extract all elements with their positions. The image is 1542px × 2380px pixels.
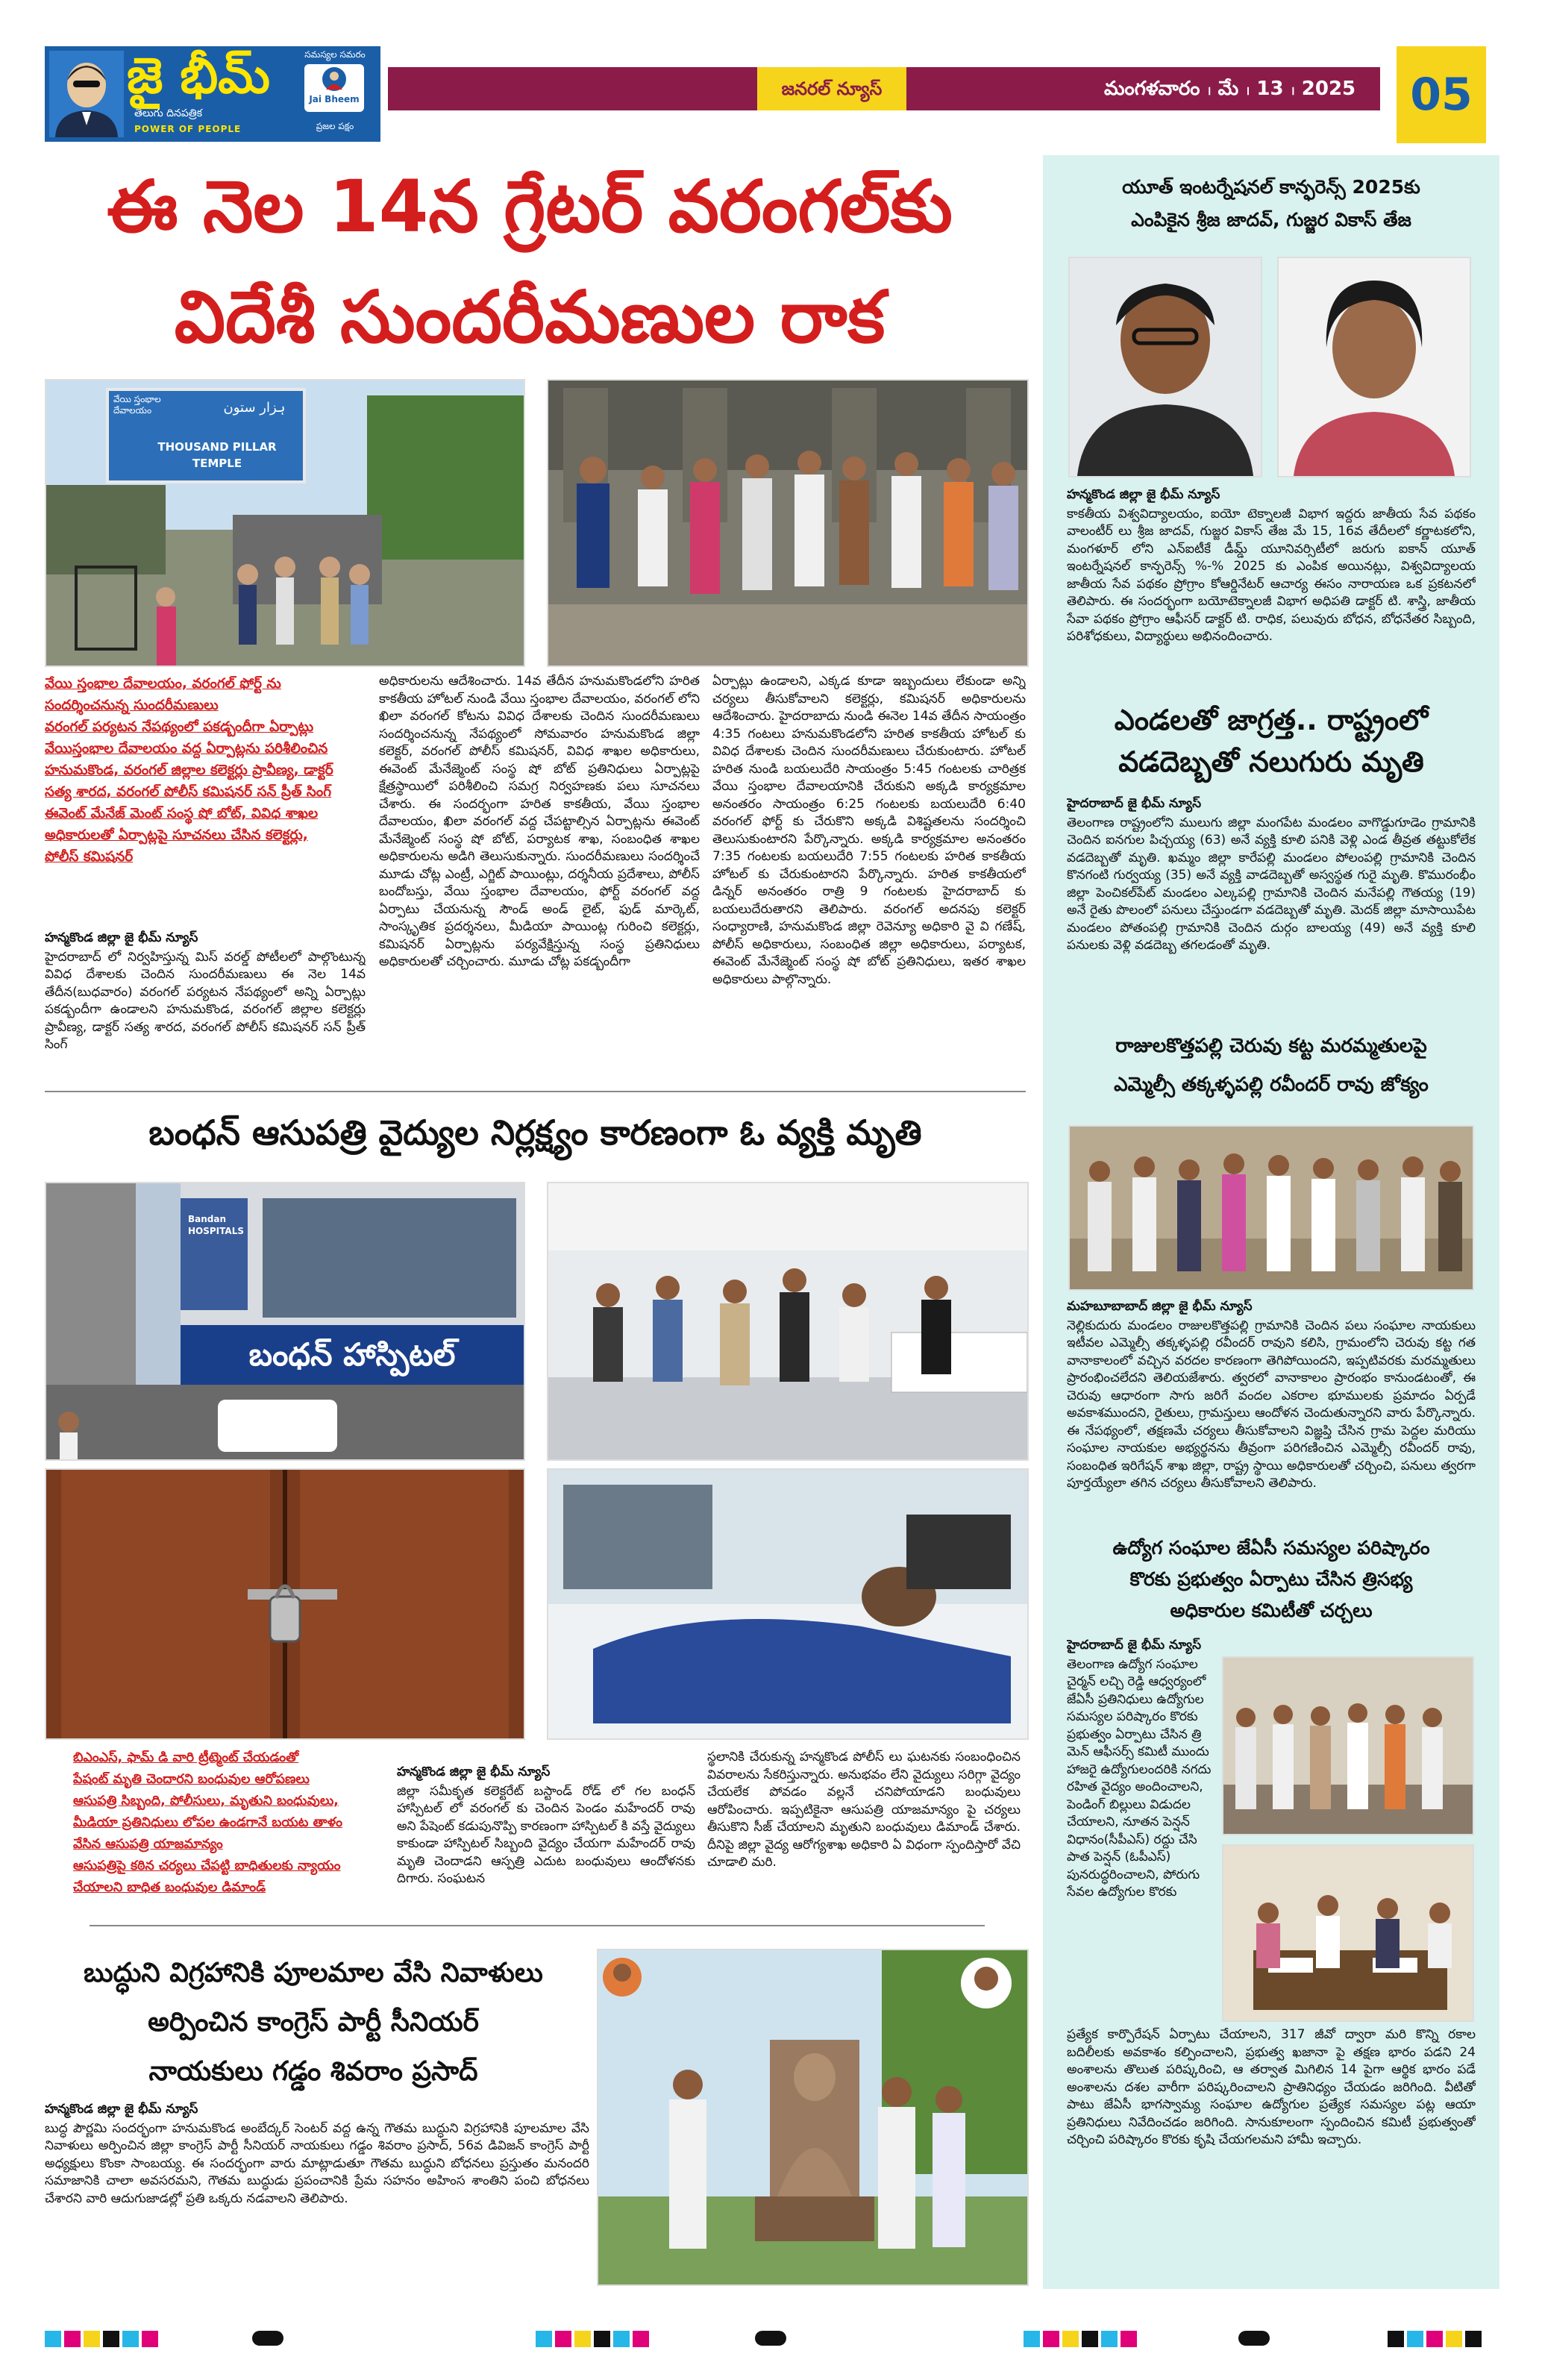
lead-highlight: హనుమకొండ, వరంగల్ జిల్లాల కలెక్టర్లు ప్రావీణ్య, డాక్టర్: [45, 762, 333, 778]
bandhan-highlight: ఆసుపత్రిపై కఠిన చర్యలు చేపట్టి బాధితులకు న్యాయం: [73, 1858, 341, 1873]
hospital-lobby-scene: [548, 1183, 1027, 1459]
heat-body: హైదరాబాద్ జై భీమ్ న్యూస్ తెలంగాణ రాష్ట్రంలోని ములుగు జిల్లా మంగపేట మండలం వాగొడ్డుగూడెం గ్రామానికి చెందిన ఐనగుల పిచ్చయ్య (63) అనే వ్యక్తి కూలి పనికి వెళ్లి ఎండ తీవ్రత తట్టుకోలేక వడదెబ్బతో మృతి. ఖమ్మం జిల్లా కారేపల్లి మండలం పోలంపల్లి గ్రామానికి చెందిన కొనగంటి గుర్వయ్య (35) అనే వ్యక్తి వాడదెబ్బతో అస్వస్థత గురై మృతి. కొమురంభీం జిల్లా పెంచికల్‌పేట్ మండలం ఎల్కపల్లి గ్రామానికి చెందిన మనేపల్లి గౌతయ్య (19) అనే రైతు పొలంలో పనులు చేస్తుండగా వడదెబ్బతో మృతి. మెదక్ జిల్లా మాసాయిపేట మండలం పోతంపల్లి గ్రామానికి చెందిన దుర్గం బాలయ్య (49) అనే వ్యక్తి కూలి పనులకు వెళ్లి వడదెబ్బ తగలడంతో మృతి.: [1067, 796, 1476, 953]
logo-tagline-bottom: POWER OF PEOPLE: [134, 124, 242, 134]
logo-right-top: సమస్యల సమరం: [304, 49, 366, 60]
buddha-headline-2: అర్పించిన కాంగ్రెస్ పార్టీ సీనియర్: [148, 2007, 479, 2038]
temple-signboard: [106, 388, 306, 483]
jac-photo-group: [1222, 1656, 1474, 1835]
page-number-box: [1397, 46, 1486, 143]
lead-photo-temple-sign: [45, 379, 525, 667]
bandhan-body-col1: హన్మకొండ జిల్లా జై భీమ్ న్యూస్ జిల్లా సమీకృత కలెక్టరేట్ బస్టాండ్ రోడ్ లో గల బంధన్ హాస్పిటల్ లో వరంగల్ కు చెందిన పెండం మహేందర్ రావు అని పేషెంట్ కడుపునొప్పి కారణంగా హాస్పిటల్ కి వస్తే వైద్యులు కాకుండా హాస్పిటల్ సిబ్బంది వైద్యం చేయగా మహేందర్ రావు మృతి చెందాడని ఆస్పత్రి ఎదుట బంధువులు ఆందోళనకు దిగారు. సంఘటన: [397, 1764, 695, 1886]
page-number: 05: [1410, 69, 1473, 121]
jai-bheem-emblem-icon: [321, 66, 348, 93]
issue-day: మంగళవారం: [1104, 78, 1200, 100]
hospital-sign: బంధన్ హాస్పిటల్: [248, 1336, 456, 1373]
pond-headline-2: ఎమ్మెల్సీ తక్కళ్ళపల్లి రవీందర్ రావు జోక్యం: [1114, 1074, 1429, 1096]
bandhan-highlight: బిఎంఎస్, ఫామ్ డి వారి ట్రీట్మెంట్ చేయడంతో: [73, 1750, 299, 1765]
buddha-photo: [597, 1949, 1029, 2286]
bandhan-highlight: ఆసుపత్రి సిబ్బంది, పోలీసులు, మృతుని బంధువులు,: [73, 1794, 339, 1809]
buddha-body: హన్మకొండ జిల్లా జై భీమ్ న్యూస్ బుద్ధ పౌర్ణమి సందర్భంగా హనుమకొండ అంబేద్కర్ సెంటర్ వద్ద ఉన్న గౌతమ బుద్ధుని విగ్రహానికి పూలమాల వేసి నివాళులు అర్పించిన జిల్లా కాంగ్రెస్ పార్టీ సీనియర్ నాయకులు గడ్డం శివరాం ప్రసాద్, 56వ డివిజన్ కాంగ్రెస్ పార్టీ అధ్యక్షులు కొంకా సాంబయ్య. ఈ సందర్భంగా వారు మాట్లాడుతూ గౌతమ బుద్ధుని బోధనలు ప్రస్తుతం మనందరి సమాజానికి చాలా అవసరమని, గౌతమ బుద్ధుడు ప్రపంచానికి ప్రేమ సహనం అహింస శాంతిని పంచి బోధనలు చేశారని వారి ఆదుగుజాడల్లో ప్రతి ఒక్కరు నడవాలని తెలిపారు.: [45, 2102, 589, 2206]
student-female-portrait: [1279, 258, 1470, 476]
color-registration-right: [1024, 2331, 1140, 2347]
bandhan-headline: బంధన్ ఆసుపత్రి వైద్యుల నిర్లక్ష్యం కారణంగా ఓ వ్యక్తి మృతి: [148, 1112, 922, 1153]
lead-highlight: సత్య శారద, వరంగల్ పోలీస్ కమిషనర్ సన్ ప్రీత్ సింగ్: [45, 784, 332, 800]
youth-photo-female: [1277, 257, 1471, 477]
bandhan-highlight: చేయాలని బాధిత బంధువుల డిమాండ్: [73, 1880, 266, 1895]
bandhan-highlight: పేషంట్ మృతి చెందారని బంధువుల ఆరోపణలు: [73, 1772, 310, 1787]
color-registration-left: [45, 2331, 161, 2347]
officials-at-temple-scene: [548, 381, 1027, 666]
jac-headline-3: అధికారుల కమిటీతో చర్చలు: [1170, 1600, 1373, 1621]
pond-headline-1: రాజులకొత్తపల్లి చెరువు కట్ట మరమ్మతులపై: [1115, 1035, 1427, 1057]
lead-highlight: సందర్శించనున్న సుందరీమణులు: [45, 698, 219, 713]
lead-photo-officials: [547, 379, 1029, 667]
lead-body-col2: అధికారులను ఆదేశించారు. 14వ తేదీన హనుమకొండలోని హరిత కాకతీయ హోటల్ నుండి వేయి స్తంభాల దేవాలయం, వరంగల్ లోని ఖిలా వరంగల్ కోటను వివిధ దేశాలకు చెందిన సుందరీమణులు సందర్శించనున్న నేపథ్యంలో సోమవారం హనుమకొండ జిల్లా కలెక్టర్, వరంగల్ పోలీస్ కమిషనర్, వివిధ శాఖల అధికారులు, ఈవెంట్ మేనేజ్మెంట్ సంస్థ షో బోట్ ప్రతినిధులు ఏర్పాట్లపై క్షేత్రస్థాయిలో పరిశీలించి సమగ్ర నిర్వహణకు పలు సూచనలు చేశారు. ఈ సందర్భంగా హరిత కాకతీయ, వేయి స్తంభాల దేవాలయం, ఖిలా వరంగల్ వద్ద చేపట్టాల్సిన ఏర్పాట్లను ఈవెంట్ మేనేజ్మెంట్ సంస్థ షో బోట్, పర్యాటక శాఖ, సంబంధిత శాఖల అధికారులను అడిగి తెలుసుకున్నారు. సుందరీమణులు సందర్శించే మూడు చోట్ల ఎంట్రీ, ఎగ్జిట్ పాయింట్లు, దర్శనీయ ప్రదేశాలు, పోలీస్ బందోబస్తు, వేయి స్తంభాల దేవాలయం, ఫోర్ట్ వరంగల్ వద్ద ఏర్పాటు చేయనున్న సౌండ్ అండ్ లైట్, ఫుడ్ మార్కెట్, సాంస్కృతిక ప్రదర్శనలు, మీడియా పాయింట్ల గురించి కలెక్టర్లు, కమిషనర్ ఏర్పాట్లను పర్యవేక్షిస్తున్న సంస్థ ప్రతినిధులు అధికారులతో చర్చించారు. మూడు చోట్ల పకడ్బందీగా: [379, 674, 700, 969]
jac-group-scene: [1223, 1658, 1473, 1834]
heat-dateline: హైదరాబాద్ జై భీమ్ న్యూస్: [1067, 796, 1202, 811]
buddha-statue-scene: [598, 1950, 1027, 2285]
pond-photo-group: [1068, 1125, 1474, 1291]
jac-photo-meeting: [1222, 1844, 1474, 2022]
dateline-bar: మంగళవారం । మే । 13 । 2025: [1104, 78, 1356, 100]
youth-body: హన్మకొండ జిల్లా జై భీమ్ న్యూస్ కాకతీయ విశ్వవిద్యాలయం, ఐయో టెక్నాలజీ విభాగ ఇద్దరు జాతీయ సేవ పథకం వాలంటీర్ లు శ్రీజ జాదవ్, గుజ్జర వికాస్ తేజ మే 15, 16వ తేదీలలో కర్ణాటకలోని, మంగళూర్ లోని ఎన్ఐటీకే డీమ్డ్ యూనివర్సిటీలో జరుగు ఐకాన్ యూత్ ఇంటర్నేషనల్ కాన్ఫరెన్స్ %-% 2025 కు ఎంపిక అయినట్లు, విశ్వవిద్యాలయ జాతీయ సేవ పథకం ప్రోగ్రాం కోఆర్డినేటర్ ఆచార్య ఈసం నారాయణ ఒక ప్రకటనలో తెలిపారు. ఈ సందర్భంగా బయోటెక్నాలజీ విభాగ అధిపతి డాక్టర్ టి. శాస్త్రి, జాతీయ సేవా పథకం ప్రోగ్రాం ఆఫీసర్ డాక్టర్ టి. రాధిక, పలువురు బోధన, బోధనేతర సిబ్బంది, పరిశోధకులు, విద్యార్థులు అభినందించారు.: [1067, 487, 1476, 644]
buddha-dateline: హన్మకొండ జిల్లా జై భీమ్ న్యూస్: [45, 2102, 198, 2117]
youth-headline-2: ఎంపికైన శ్రీజ జాదవ్, గుజ్జర వికాస్ తేజ: [1131, 209, 1411, 231]
registration-mark: [1238, 2331, 1270, 2346]
section-label: జనరల్ న్యూస్: [781, 78, 883, 99]
jac-dateline: హైదరాబాద్ జై భీమ్ న్యూస్: [1067, 1638, 1202, 1653]
locked-door-scene: [46, 1470, 524, 1738]
bandhan-photo-patient: [547, 1468, 1029, 1740]
youth-photo-male: [1068, 257, 1262, 477]
jac-body-narrow: హైదరాబాద్ జై భీమ్ న్యూస్ తెలంగాణ ఉద్యోగ సంఘాల చైర్మన్ లచ్చి రెడ్డి ఆధ్వర్యంలో జేఏసీ ప్రతినిధులు ఉద్యోగుల సమస్యల పరిష్కారం కొరకు ప్రభుత్వం ఏర్పాటు చేసిన త్రి మెన్ ఆఫీసర్స్ కమిటీ ముందు హాజరై ఉద్యోగులందరికి నగదు రహిత వైద్యం అందించాలని, పెండింగ్ బిల్లులు విడుదల చేయాలని, నూతన పెన్షన్ విధానం(సీపీఎస్) రద్దు చేసి పాత పెన్షన్ (ఓపీఎస్) పునరుద్ధరించాలని, పోరుగు సేవల ఉద్యోగుల కొరకు: [1067, 1637, 1216, 2019]
lead-highlight: పోలీస్ కమిషనర్: [45, 849, 134, 865]
temple-sign-english-1: THOUSAND PILLAR: [157, 440, 277, 454]
youth-dateline: హన్మకొండ జిల్లా జై భీమ్ న్యూస్: [1067, 487, 1220, 502]
bandhan-highlight: మీడియా ప్రతినిధులు లోపల ఉండగానే బయట తాళం: [73, 1815, 343, 1830]
pond-dateline: మహబూబాబాద్ జిల్లా జై భీమ్ న్యూస్: [1067, 1299, 1253, 1314]
issue-date: 13: [1256, 78, 1284, 100]
divider: [90, 1925, 985, 1926]
heat-headline-2: వడదెబ్బతో నలుగురు మృతి: [1118, 745, 1424, 778]
temple-sign-english-2: TEMPLE: [192, 457, 242, 470]
jac-headline-1: ఉద్యోగ సంఘాల జేఏసీ సమస్యల పరిష్కారం: [1112, 1537, 1430, 1559]
bandhan-photo-locked-door: [45, 1468, 525, 1740]
logo-box: [45, 46, 380, 142]
lead-highlights: [45, 673, 366, 919]
lead-dateline: హన్మకొండ జిల్లా జై భీమ్ న్యూస్: [45, 930, 198, 945]
jac-headline-2: కొరకు ప్రభుత్వం ఏర్పాటు చేసిన త్రిసభ్య: [1129, 1568, 1413, 1590]
buddha-headline-3: నాయకులు గడ్డం శివరాం ప్రసాద్: [148, 2056, 478, 2087]
youth-headline-1: యూత్ ఇంటర్నేషనల్ కాన్ఫరెన్స్ 2025కు: [1122, 176, 1420, 198]
student-male-portrait: [1070, 258, 1261, 476]
divider: [45, 1091, 1026, 1092]
bandhan-photo-lobby: [547, 1182, 1029, 1461]
lead-highlight: వేయి స్తంభాల దేవాలయం, వరంగల్ ఫోర్ట్ ను: [45, 676, 281, 692]
lead-highlight: వేయిస్తంభాల దేవాలయం వద్ద ఏర్పాట్లను పరిశీలించిన: [45, 741, 328, 757]
registration-mark: [252, 2331, 283, 2346]
logo-badge: [304, 64, 364, 112]
logo-right-bottom: ప్రజల పక్షం: [316, 121, 354, 131]
patient-bed-scene: [548, 1470, 1027, 1738]
jac-body-full: ప్రత్యేక కార్పొరేషన్ ఏర్పాటు చేయాలని, 317 జీవో ద్వారా మరి కొన్ని రకాల బదిలీలకు అవకాశం కల్పించాలని, ప్రభుత్వ ఖజానా పై తక్షణ భారం పడని 24 అంశాలను తొలుత పరిష్కరించి, ఆ తర్వాత మిగిలిన 14 పైగా ఆర్థిక భారం పడే అంశాలను దశల వారీగా పరిష్కరించాలని ప్రాతినిధ్యం చేయడం జరిగింది. వీటితో పాటు జేఏసీ భాగస్వామ్య సంఘాల ఉద్యోగుల ప్రత్యేక సమస్యల పట్ల ఆయా ప్రతినిధులు నివేదించడం జరిగింది. సానుకూలంగా స్పందించిన కమిటీ ప్రభుత్వంతో చర్చించి పరిష్కారం కొరకు కృషి చేయగలమని హామీ ఇచ్చారు.: [1067, 2027, 1476, 2147]
pond-body: మహబూబాబాద్ జిల్లా జై భీమ్ న్యూస్ నెల్లికుదురు మండలం రాజులకొత్తపల్లి గ్రామానికి చెందిన పలు సంఘాల నాయకులు ఇటీవల ఎమ్మెల్సీ తక్కళ్ళపల్లి రవీందర్ రావుని కలిసి, గ్రామంలోని చెరువు కట్ట గత వానాకాలంలో వచ్చిన వరదల కారణంగా తెగిపోయిందని, ఇప్పటివరకు మరమ్మతులు ప్రారంభించలేదని తెలియజేశారు. త్వరలో వానాకాలం ప్రారంభం కానుండటంతో, ఈ చెరువు ఆధారంగా సాగు జరిగే వందల ఎకరాల భూములకు ప్రమాదం ఏర్పడే అవకాశముందని, రైతులు, గ్రామస్తులు ఆందోళన చెందుతున్నారని వారు పేర్కొన్నారు. ఈ నేపథ్యంలో, తక్షణమే చర్యలు తీసుకోవాలని విజ్ఞప్తి చేసిన గ్రామ పెద్దల మరియు సంఘాల నాయకుల అభ్యర్థనను తీవ్రంగా పరిగణించిన ఎమ్మెల్సీ రవీందర్ రావు, సంబంధిత ఇరిగేషన్ శాఖ జిల్లా, రాష్ట్ర స్థాయి అధికారులతో చర్చించి, పనులు త్వరగా పూర్తయ్యేలా తగిన చర్యలు తీసుకోవాలని తెలిపారు.: [1067, 1299, 1476, 1491]
lead-highlight: అధికారులతో ఏర్పాట్లపై సూచనలు చేసిన కలెక్టర్లు,: [45, 827, 308, 843]
hospital-sign-small: Bandan HOSPITALS: [188, 1214, 244, 1236]
bandhan-dateline: హన్మకొండ జిల్లా జై భీమ్ న్యూస్: [397, 1764, 551, 1779]
heat-headline-1: ఎండలతో జాగ్రత్త.. రాష్ట్రంలో: [1114, 704, 1429, 736]
lead-headline-2: విదేశీ సుందరీమణుల రాక: [174, 275, 886, 359]
buddha-headline-1: బుద్ధుని విగ్రహానికి పూలమాల వేసి నివాళులు: [84, 1958, 543, 1988]
logo-badge-text: Jai Bheem: [309, 94, 360, 104]
color-registration-far-right: [1388, 2331, 1485, 2347]
issue-year: 2025: [1301, 78, 1356, 100]
logo-title: జై భీమ్: [127, 47, 270, 104]
temple-sign-urdu: ہزار ستون: [223, 400, 286, 416]
section-label-box: [757, 67, 906, 110]
lead-headline-1: ఈ నెల 14న గ్రేటర్ వరంగల్‌కు: [107, 165, 953, 248]
bandhan-highlights: [73, 1747, 372, 1919]
ambedkar-portrait-icon: [49, 51, 124, 137]
issue-month: మే: [1217, 78, 1239, 100]
lead-highlight: ఈవెంట్ మేనేజ్ మెంట్ సంస్థ షో బోట్, వివిధ శాఖల: [45, 806, 319, 821]
leaders-group-scene: [1070, 1127, 1473, 1289]
lead-body-col1: హన్మకొండ జిల్లా జై భీమ్ న్యూస్ హైదరాబాద్ లో నిర్వహిస్తున్న మిస్ వరల్డ్ పోటీలలో పాల్గొంటున్న వివిధ దేశాలకు చెందిన సుందరీమణులు ఈ నెల 14వ తేదీన(బుధవారం) వరంగల్ పర్యటన నేపథ్యంలో అన్ని ఏర్పాట్లు పకడ్బందీగా ఉండాలని హనుమకొండ, వరంగల్ జిల్లాల కలెక్టర్లు ప్రావీణ్య, డాక్టర్ సత్య శారద, వరంగల్ పోలీస్ కమిషనర్ సన్ ప్రీత్ సింగ్: [45, 930, 366, 1052]
lead-highlight: వరంగల్ పర్యటన నేపథ్యంలో పకడ్బందీగా ఏర్పాట్లు: [45, 719, 314, 735]
registration-mark: [755, 2331, 786, 2346]
lead-body-col3: ఏర్పాట్లు ఉండాలని, ఎక్కడ కూడా ఇబ్బందులు లేకుండా అన్ని చర్యలు తీసుకోవాలని కలెక్టర్లు, కమిషనర్ అధికారులను ఆదేశించారు. హైదరాబాదు నుండి ఈనెల 14వ తేదీన సాయంత్రం 4:35 గంటలు హనుమకొండలోని హరిత కాకతీయ హోటల్ కు వివిధ దేశాలకు చెందిన సుందరీమణులు చేరుకుంటారు. హోటల్ హరిత నుండి బయలుదేరి సాయంత్రం 5:45 గంటలకు చారిత్రక వేయి స్తంభాల దేవాలయానికి చేరుకుని అక్కడి కార్యక్రమాల అనంతరం సాయంత్రం 6:25 గంటలకు బయలుదేరి 6:40 వరంగల్ ఫోర్ట్ కు చేరుకొని అక్కడి విశిష్టతలను సందర్శించి తెలుసుకుంటారని పేర్కొన్నారు. అక్కడి కార్యక్రమాల అనంతరం 7:35 గంటలకు బయలుదేరి 7:55 గంటలకు హరిత కాకతీయ హోటల్ కు చేరుకుంటారని పేర్కొన్నారు. హరిత కాకతీయలో డిన్నర్ అనంతరం రాత్రి 9 గంటలకు హైదరాబాద్ కు బయలుదేరుతారని తెలిపారు. వరంగల్ అదనపు కలెక్టర్ సంధ్యారాణి, హనుమకొండ జిల్లా రెవెన్యూ అధికారి వై వి గణేష్, పోలీస్ అధికారులు, సంబంధిత జిల్లా అధికారులు, పర్యాటక, ఈవెంట్ మేనేజ్మెంట్ సంస్థ షో బోట్ ప్రతినిధులు, ఇతర శాఖల అధికారులు పాల్గొన్నారు.: [712, 674, 1026, 987]
bandhan-body-col2: స్థలానికి చేరుకున్న హన్మకొండ పోలీస్ లు ఘటనకు సంబంధించిన వివరాలను సేకరిస్తున్నారు. అనుభవం లేని వైద్యులు సరిగ్గా వైద్యం చేయలేక పోవడం వల్లనే చనిపోయాడని బంధువులు ఆరోపించారు. ఇప్పటికైనా ఆసుపత్రి యాజమాన్యం పై చర్యలు తీసుకొని సీజ్ చేయాలని మృతుని బంధువులు డిమాండ్ చేశారు. దీనిపై జిల్లా వైద్య ఆరోగ్యశాఖ అధికారి ఏ విధంగా స్పందిస్తారో వేచి చూడాలి మరి.: [707, 1750, 1021, 1870]
logo-tagline-top: తెలుగు దినపత్రిక: [134, 107, 203, 119]
jac-meeting-scene: [1223, 1846, 1473, 2020]
hospital-building-scene: [46, 1183, 524, 1459]
bandhan-highlight: వేసిన ఆసుపత్రి యాజమాన్యం: [73, 1837, 223, 1852]
temple-sign-telugu: వేయి స్తంభాల దేవాలయం: [113, 394, 161, 416]
bandhan-photo-building: [45, 1182, 525, 1461]
masthead: [0, 0, 1542, 149]
color-registration-center: [536, 2331, 652, 2347]
